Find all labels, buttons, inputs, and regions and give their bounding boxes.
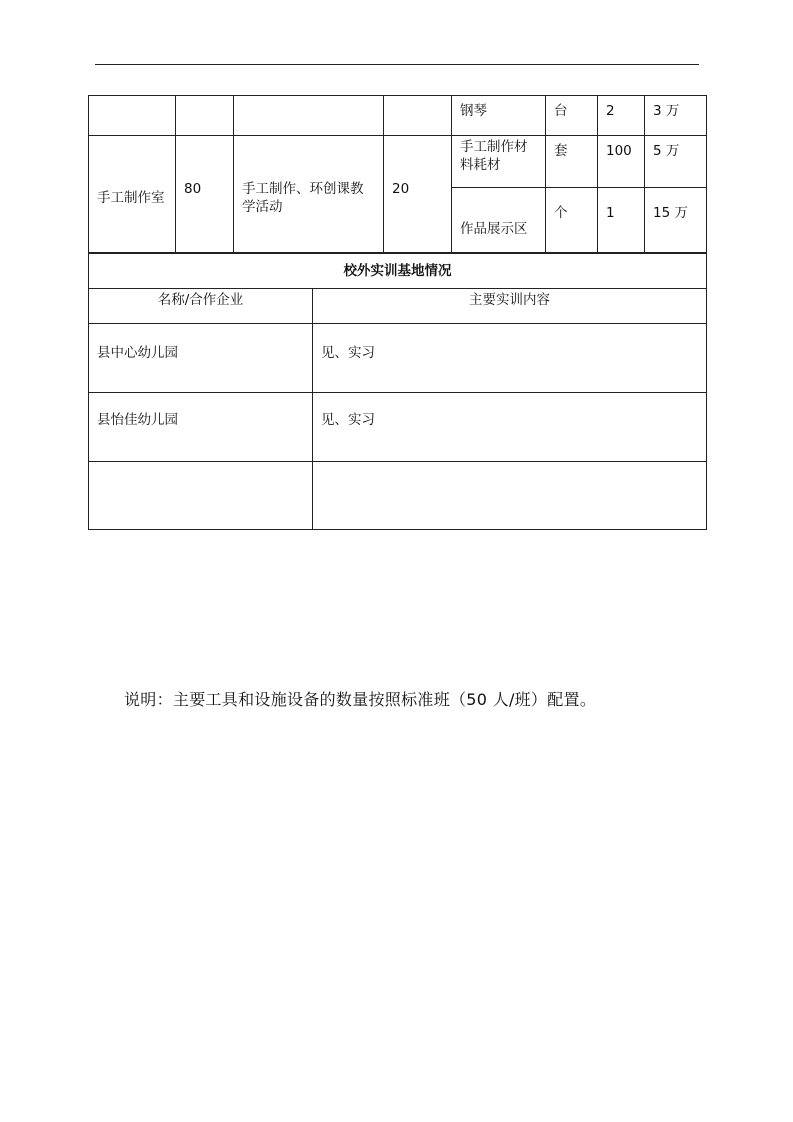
- equipment-cost-cell: 3 万: [645, 96, 707, 136]
- stations-cell: [176, 96, 234, 136]
- equipment-qty-cell: 2: [598, 96, 645, 136]
- equipment-name-cell: 钢琴: [452, 96, 546, 136]
- equipment-unit-cell: 台: [546, 96, 598, 136]
- partner-name-cell: 县怡佳幼儿园: [89, 393, 313, 462]
- equipment-cost-cell: 15 万: [645, 188, 707, 254]
- table-header-row: [89, 289, 707, 324]
- table-row: [89, 462, 707, 530]
- partner-name-cell: 县中心幼儿园: [89, 324, 313, 393]
- equipment-name-cell: 作品展示区: [452, 188, 546, 254]
- table-row: [89, 96, 707, 136]
- count-cell: 20: [384, 136, 452, 254]
- table-row: [89, 136, 707, 188]
- training-content-cell: [313, 462, 707, 530]
- equipment-unit-cell: 套: [546, 136, 598, 188]
- table-title-row: [89, 253, 707, 289]
- offsite-base-table: [88, 252, 707, 530]
- room-name-cell: [89, 96, 176, 136]
- partner-name-cell: [89, 462, 313, 530]
- indoor-facility-table: [88, 95, 707, 254]
- page-header-rule: [95, 64, 699, 65]
- table-row: [89, 393, 707, 462]
- count-cell: [384, 96, 452, 136]
- equipment-unit-cell: 个: [546, 188, 598, 254]
- equipment-qty-cell: 100: [598, 136, 645, 188]
- stations-cell: 80: [176, 136, 234, 254]
- equipment-name-cell: 手工制作材料耗材: [452, 136, 546, 188]
- header-name: 名称/合作企业: [89, 289, 313, 324]
- configuration-note: 说明：主要工具和设施设备的数量按照标准班（50 人/班）配置。: [124, 690, 597, 709]
- function-cell: 手工制作、环创课教学活动: [234, 136, 384, 254]
- equipment-qty-cell: 1: [598, 188, 645, 254]
- equipment-cost-cell: 5 万: [645, 136, 707, 188]
- function-cell: [234, 96, 384, 136]
- header-content: 主要实训内容: [313, 289, 707, 324]
- training-content-cell: 见、实习: [313, 393, 707, 462]
- room-name-cell: 手工制作室: [89, 136, 176, 254]
- table-row: [89, 324, 707, 393]
- offsite-section-title: 校外实训基地情况: [89, 253, 707, 289]
- training-content-cell: 见、实习: [313, 324, 707, 393]
